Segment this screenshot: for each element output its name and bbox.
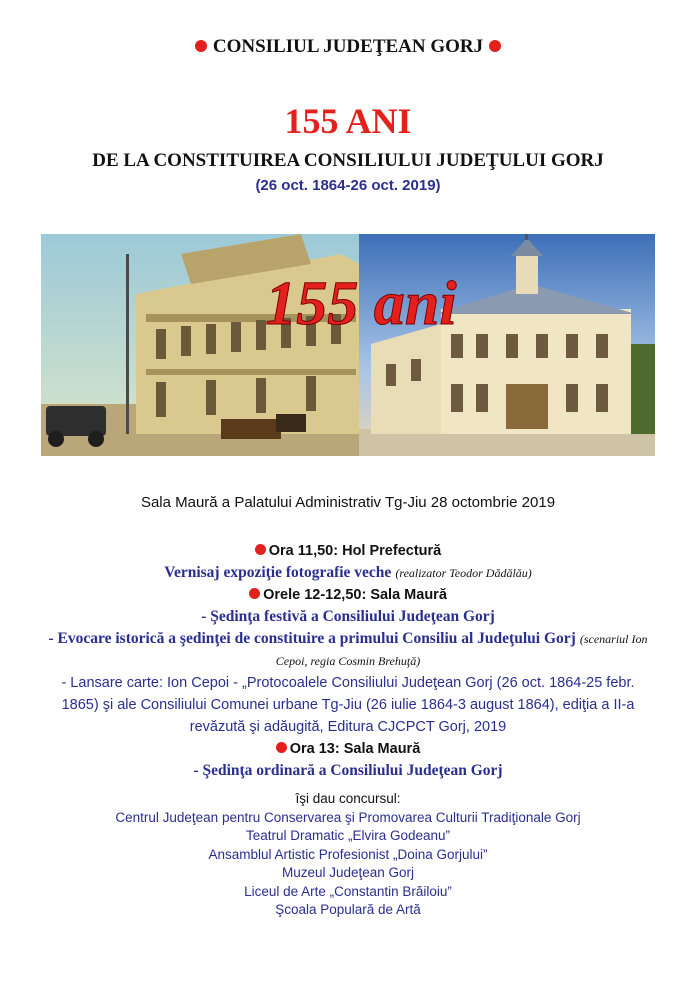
anniversary-headline: 155 ANI xyxy=(284,101,412,141)
program-slot-time xyxy=(42,540,654,562)
red-bullet-icon xyxy=(195,40,207,52)
anniversary-dates: (26 oct. 1864-26 oct. 2019) xyxy=(255,177,441,194)
header-title-line xyxy=(0,36,696,58)
time-label: Orele 12-12,50: Sala Maură xyxy=(263,587,447,603)
partner-item: Muzeul Judeţean Gorj xyxy=(281,865,415,880)
partner-item: Liceul de Arte „Constantin Brăiloiu” xyxy=(244,883,452,899)
venue-line: Sala Maură a Palatului Administrativ Tg-Jiu 28 octombrie 2019 xyxy=(140,494,556,511)
banner-photo xyxy=(41,234,655,456)
program-event xyxy=(42,562,654,584)
program-event: - Şedinţa ordinară a Consiliului Judeţean Gorj xyxy=(193,762,503,779)
partners-section xyxy=(0,790,696,920)
program-event xyxy=(42,628,654,672)
program-event: - Şedinţa festivă a Consiliului Judeţean Gorj xyxy=(201,608,495,625)
partner-item: Şcoala Populară de Artă xyxy=(275,902,421,917)
event-title: Vernisaj expoziţie fotografie veche xyxy=(164,564,392,581)
anniversary-subtitle: DE LA CONSTITUIREA CONSILIULUI JUDEŢULUI GORJ xyxy=(92,150,604,171)
council-title: CONSILIUL JUDEŢEAN GORJ xyxy=(212,36,484,57)
partners-intro: îşi dau concursul: xyxy=(295,791,401,806)
program-event-book-launch: - Lansare carte: Ion Cepoi - „Protocoalele Consiliului Judeţean Gorj (26 oct. 1864-25 febr. 1865) şi ale Consiliului Comunei urbane Tg-Jiu (26 iulie 1864-3 august 1864), ediţia a II-a revăzută şi adăugită, Editura CJCPCT Gorj, 2019 xyxy=(61,675,635,735)
partner-item: Centrul Judeţean pentru Conservarea şi Promovarea Culturii Tradiţionale Gorj xyxy=(115,809,581,825)
photo-overlay-text: 155 ani xyxy=(265,270,457,338)
event-note: (scenariul Ion Cepoi, regia Cosmin Brehuţă) xyxy=(275,632,648,668)
program-slot-time xyxy=(42,738,654,760)
partner-item: Ansamblul Artistic Profesionist „Doina Gorjului” xyxy=(208,846,488,862)
time-label: Ora 13: Sala Maură xyxy=(289,741,421,757)
red-bullet-icon xyxy=(489,40,501,52)
program-schedule xyxy=(42,540,654,782)
event-note: (realizator Teodor Dădălău) xyxy=(395,566,532,580)
partner-item: Teatrul Dramatic „Elvira Godeanu” xyxy=(245,828,451,843)
red-bullet-icon xyxy=(276,742,287,753)
program-slot-time xyxy=(42,584,654,606)
time-label: Ora 11,50: Hol Prefectură xyxy=(268,543,442,559)
red-bullet-icon xyxy=(249,588,260,599)
event-title: - Evocare istorică a şedinţei de constituire a primului Consiliu al Judeţului Gorj xyxy=(48,630,576,647)
red-bullet-icon xyxy=(255,544,266,555)
